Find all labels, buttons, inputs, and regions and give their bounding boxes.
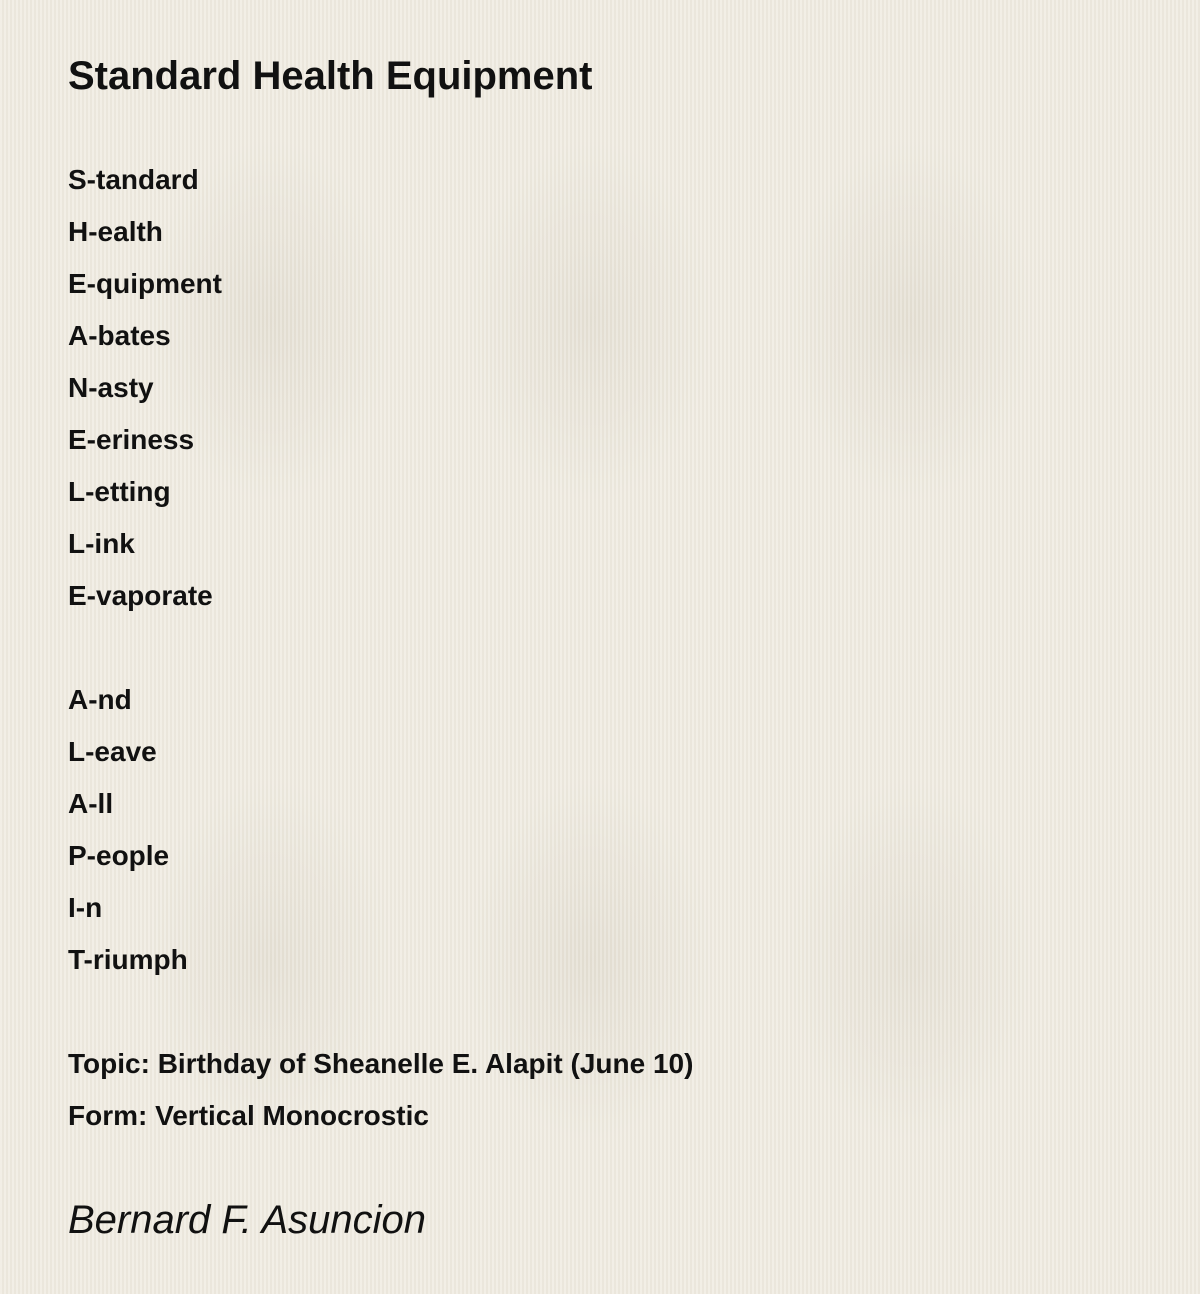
poem-line: S-tandard xyxy=(68,164,199,195)
poem-topic: Topic: Birthday of Sheanelle E. Alapit (June 10) xyxy=(68,1048,694,1079)
poem-title: Standard Health Equipment xyxy=(68,54,593,98)
poem-line: H-ealth xyxy=(68,216,163,247)
poem-line: P-eople xyxy=(68,840,170,871)
poem-line: A-bates xyxy=(68,320,171,351)
poem-line: L-ink xyxy=(68,528,135,559)
poem-line: T-riumph xyxy=(68,944,188,975)
poem-form: Form: Vertical Monocrostic xyxy=(68,1100,429,1131)
poem-line: E-quipment xyxy=(68,268,222,299)
poem-line: A-nd xyxy=(68,684,132,715)
poem-meta xyxy=(68,1038,1148,1142)
poem-author: Bernard F. Asuncion xyxy=(68,1198,426,1242)
poem-line: A-ll xyxy=(68,788,114,819)
poem-line: N-asty xyxy=(68,372,154,403)
poem-stanza-1 xyxy=(68,154,1148,622)
poem-line: E-eriness xyxy=(68,424,195,455)
poem-line: I-n xyxy=(68,892,103,923)
poem-line: L-eave xyxy=(68,736,157,767)
poem-page xyxy=(68,50,1148,1246)
poem-line: E-vaporate xyxy=(68,580,213,611)
poem-stanza-2 xyxy=(68,674,1148,986)
poem-line: L-etting xyxy=(68,476,171,507)
